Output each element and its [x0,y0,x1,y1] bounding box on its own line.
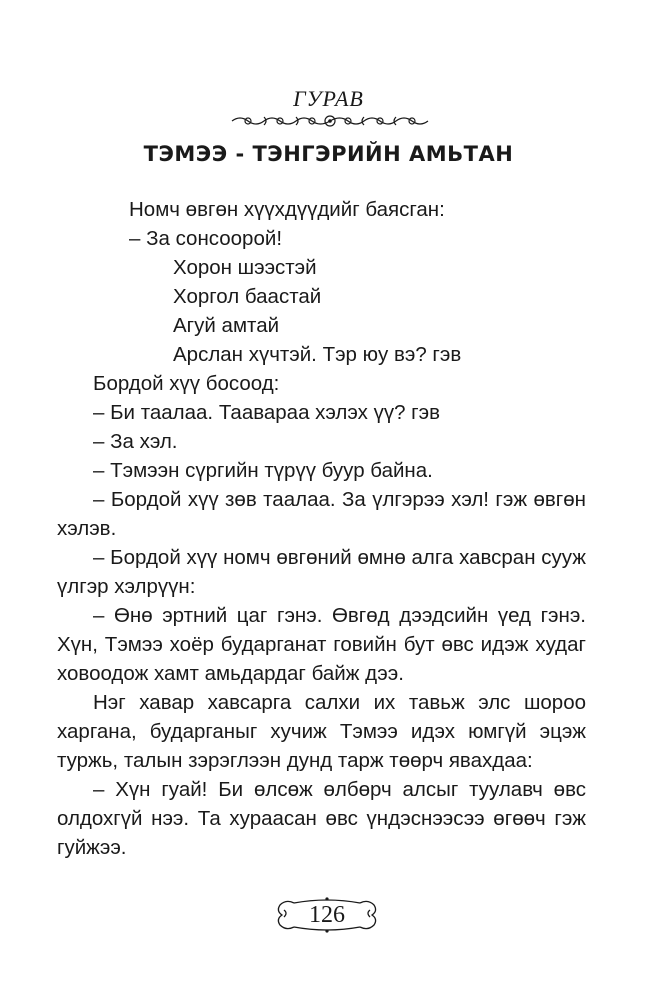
poem-line: Хорон шээстэй [173,256,317,279]
text-line: – Тэмээн сүргийн түрүү буур байна. [93,459,433,482]
page-number: 126 [309,902,345,928]
text-line: – Өнө эртний цаг гэнэ. Өвгөд дээдсийн үед гэнэ. [93,604,586,627]
text-line: – Хүн гуай! Би өлсөж өлбөрч алсыг туулавч өвс [93,778,586,801]
chapter-number: ГУРАВ [293,86,364,111]
text-line: олдохгүй нээ. Та хураасан өвс үндэснээсээ өгөөч гэж [57,807,586,830]
text-line: – Бордой хүү зөв таалаа. За үлгэрээ хэл! гэж өвгөн [93,488,586,511]
poem-line: Агуй амтай [173,314,280,337]
page-number-frame [272,895,382,935]
text-line: – За хэл. [93,430,178,453]
text-line: гуйжээ. [57,836,127,859]
text-line: үлгэр хэлрүүн: [57,575,196,598]
text-line: – За сонсоорой! [129,227,283,250]
text-line: Бордой хүү босоод: [93,372,280,395]
text-line: харгана, бударганыг хучиж Тэмээ идэх юмгүй эцэж [57,720,586,743]
chapter-title: ТЭМЭЭ - ТЭНГЭРИЙН АМЬТАН [143,142,514,166]
text-line: – Би таалаа. Тааварaa хэлэх үү? гэв [93,401,440,424]
text-line: – Бордой хүү номч өвгөний өмнө алга хавсран сууж [93,546,586,569]
text-line: хэлэв. [57,517,117,540]
body-text [57,195,586,862]
text-line: ховоодож хамт амьдардаг байж дээ. [57,662,404,685]
poem-line: Арслан хүчтэй. Тэр юу вэ? гэв [173,343,462,366]
text-line: туржь, талын зэрэглээн дунд тарж төөрч явахдаа: [57,749,533,772]
text-line: Хүн, Тэмээ хоёр бударганат говийн бут өвс идэж худаг [57,633,586,656]
ornament-divider-icon [228,112,433,130]
text-line: Нэг хавар хавсарга салхи их тавьж элс шороо [93,691,586,714]
text-line: Номч өвгөн хүүхдүүдийг баясган: [129,198,445,221]
poem-line: Хоргол баастай [173,285,322,308]
